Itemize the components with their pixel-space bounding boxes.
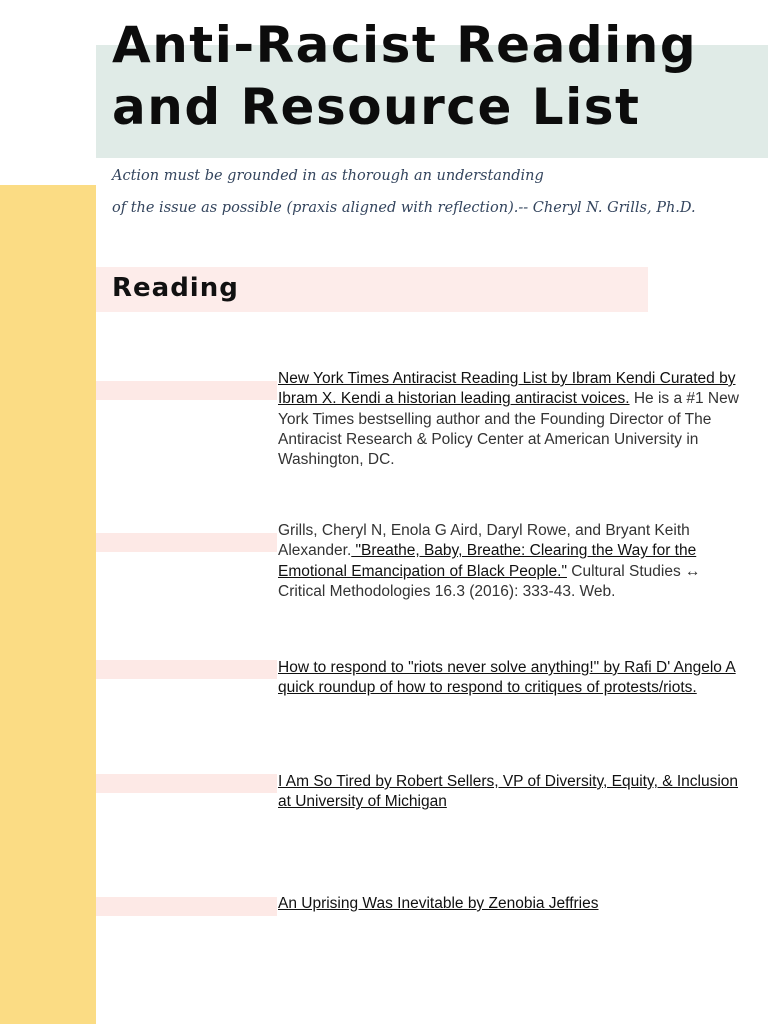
entry-citation-source: Cultural Studies ↔ Critical Methodologies 16.3 (2016): 333-43. Web. bbox=[278, 562, 701, 600]
entry-marker bbox=[96, 533, 277, 552]
section-heading-reading: Reading bbox=[112, 273, 239, 303]
entry-description: He is a #1 New York Times bestselling author and the Founding Director of The Antiracist Research & Policy Center at American University in Washington, DC. bbox=[278, 390, 739, 469]
epigraph-quote bbox=[112, 160, 762, 224]
page-title-line-1: Anti-Racist Reading bbox=[112, 16, 698, 74]
entry-marker bbox=[96, 897, 277, 916]
entry-marker bbox=[96, 774, 277, 793]
reading-entry bbox=[278, 772, 748, 813]
quote-line-1: Action must be grounded in as thorough an understanding bbox=[112, 168, 544, 184]
page-title bbox=[112, 14, 762, 138]
entry-link[interactable]: "Breathe, Baby, Breathe: Clearing the Way for the Emotional Emancipation of Black People." bbox=[278, 542, 697, 580]
entry-link[interactable]: New York Times Antiracist Reading List by Ibram Kendi Curated by Ibram X. Kendi a historian leading antiracist voices. bbox=[278, 370, 736, 408]
accent-sidebar-bar bbox=[0, 185, 96, 1024]
page-title-line-2: and Resource List bbox=[112, 78, 641, 136]
reading-entry bbox=[278, 369, 748, 470]
entry-citation-authors: Grills, Cheryl N, Enola G Aird, Daryl Rowe, and Bryant Keith Alexander. bbox=[278, 522, 690, 560]
quote-line-2: of the issue as possible (praxis aligned with reflection).-- Cheryl N. Grills, Ph.D. bbox=[112, 200, 696, 216]
reading-entry bbox=[278, 521, 748, 602]
reading-entry bbox=[278, 894, 748, 914]
entry-link[interactable]: An Uprising Was Inevitable by Zenobia Jeffries bbox=[278, 895, 599, 912]
entry-marker bbox=[96, 381, 277, 400]
entry-link[interactable]: I Am So Tired by Robert Sellers, VP of Diversity, Equity, & Inclusion at University of Michigan bbox=[278, 773, 739, 811]
reading-entry bbox=[278, 658, 748, 699]
entry-link[interactable]: How to respond to "riots never solve anything!" by Rafi D' Angelo A quick roundup of how to respond to critiques of protests/riots. bbox=[278, 659, 736, 697]
entry-marker bbox=[96, 660, 277, 679]
